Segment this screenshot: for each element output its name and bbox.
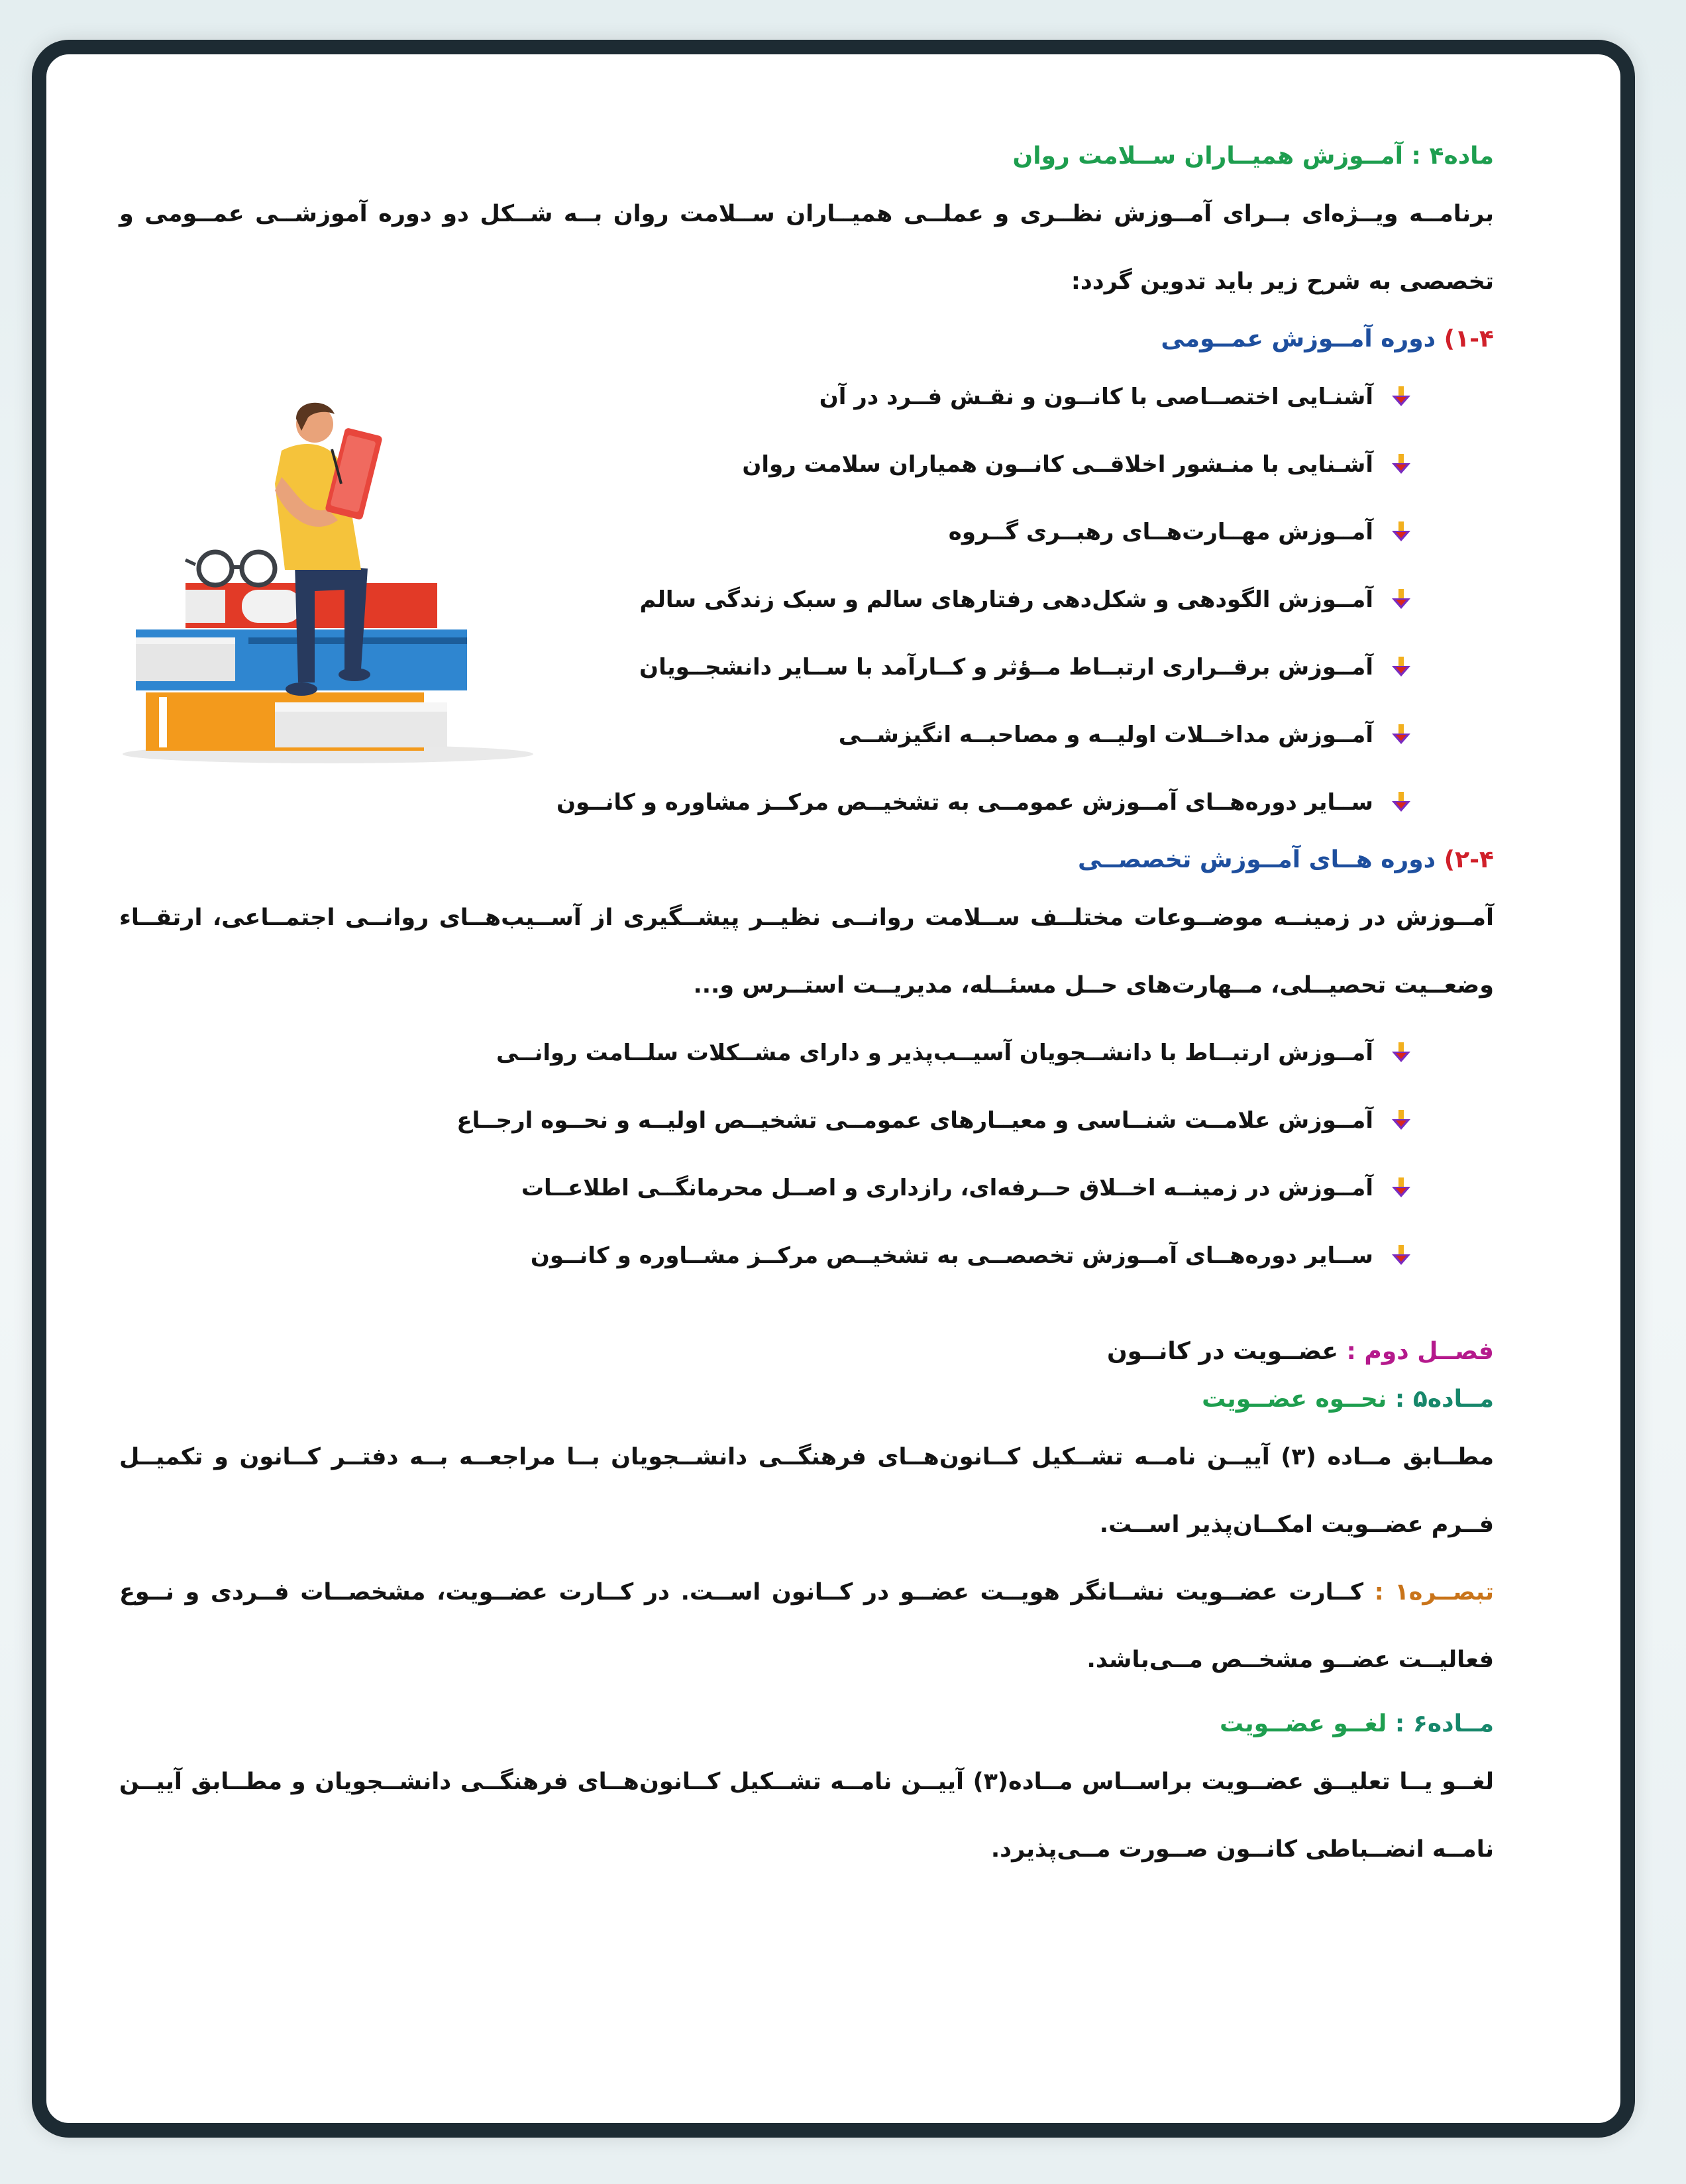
arrow-down-bullet-icon (1388, 789, 1414, 816)
article-5-body: مطــابق مــاده (۳) آییــن نامــه تشــکیل کــانون‌هــای فرهنگــی دانشــجویان بــا مراجعــه بــه دفتــر کــانون و تکمیــل فــرم عضــویت امکــان‌پذیر اســت. (119, 1444, 1494, 1538)
arrow-down-bullet-icon (1388, 1175, 1414, 1201)
article-4-intro: برنامــه ویــژه‌ای بــرای آمــوزش نظــری و عملــی همیــاران ســلامت روان بــه شــکل دو دوره آموزشــی عمــومی و تخصصی به شرح زیر باید تدوین گردد: (119, 201, 1494, 295)
general-training-list (119, 363, 1494, 836)
section-4-2-title: دوره هــای آمــوزش تخصصــی (1077, 846, 1436, 873)
chapter-2-heading (119, 1328, 1494, 1376)
arrow-down-bullet-icon (1388, 1040, 1414, 1066)
note-1-label: تبصــره۱ : (1374, 1579, 1495, 1606)
arrow-down-bullet-icon (1388, 722, 1414, 748)
article-4-number: ماده۴ : (1411, 142, 1494, 170)
list-item: آمــوزش برقــراری ارتبــاط مــؤثر و کــارآمد با ســایر دانشجــویان (119, 633, 1494, 701)
document-body (119, 133, 1494, 1883)
article-4-title: آمــوزش همیــاران ســلامت روان (1012, 142, 1403, 170)
article-5-title: نحــوه عضــویت (1202, 1386, 1387, 1413)
list-item: آمــوزش ارتبــاط با دانشــجویان آسیــب‌پذیر و دارای مشــکلات سلــامت روانــی (119, 1019, 1494, 1087)
list-item: آشـنایی با منـشور اخلاقــی کانــون همیاران سلامت روان (119, 431, 1494, 498)
section-4-2-heading (119, 836, 1494, 884)
article-5-number: مــاده۵ : (1395, 1386, 1494, 1413)
section-4-2-number: ۲-۴) (1444, 846, 1494, 873)
chapter-2-title: عضــویت در کانــون (1106, 1338, 1338, 1365)
article-6-heading (119, 1700, 1494, 1748)
section-4-1-heading (119, 315, 1494, 363)
list-item: آمــوزش علامــت شنــاسی و معیــارهای عمومــی تشخیــص اولیــه و نحــوه ارجــاع (119, 1087, 1494, 1154)
arrow-down-bullet-icon (1388, 654, 1414, 681)
list-item: آشنـایی اختصــاصی با کانــون و نقـش فــرد در آن (119, 363, 1494, 431)
specialized-training-list (119, 1019, 1494, 1289)
article-5-note (119, 1558, 1494, 1694)
list-item: آمــوزش الگودهی و شکل‌دهی رفتارهای سالم و سبک زندگی سالم (119, 566, 1494, 633)
chapter-2-label: فصــل دوم : (1346, 1338, 1494, 1365)
article-6-title: لغــو عضــویت (1219, 1710, 1387, 1737)
article-6-number: مــاده۶ : (1395, 1710, 1494, 1737)
section-4-1-title: دوره آمــوزش عمــومی (1161, 325, 1436, 353)
article-6-body: لغــو یــا تعلیــق عضــویت براســاس مــاده(۳) آییــن نامــه تشــکیل کــانون‌هــای فرهنگــی دانشــجویان و مطــابق آییــن نامــه انضــباطی کانــون صــورت مــی‌پذیرد. (119, 1769, 1494, 1863)
arrow-down-bullet-icon (1388, 519, 1414, 545)
list-item: آمــوزش مداخــلات اولیــه و مصاحبــه انگیزشــی (119, 701, 1494, 769)
section-4-1-number: ۱-۴) (1444, 325, 1494, 353)
article-4-heading (119, 133, 1494, 180)
list-item: آمــوزش مهــارت‌هــای رهبــری گــروه (119, 498, 1494, 566)
arrow-down-bullet-icon (1388, 451, 1414, 478)
note-1-body: کــارت عضــویت نشــانگر هویــت عضــو در کــانون اســت. در کــارت عضــویت، مشخصــات فــردی و نــوع فعالیــت عضــو مشخــص مــی‌باشد. (119, 1579, 1494, 1673)
arrow-down-bullet-icon (1388, 384, 1414, 410)
list-item: ســایر دوره‌هــای آمــوزش عمومــی به تشخیــص مرکــز مشاوره و کانــون (119, 769, 1494, 836)
arrow-down-bullet-icon (1388, 1242, 1414, 1269)
article-5-heading (119, 1376, 1494, 1423)
list-item: آمــوزش در زمینــه اخــلاق حــرفه‌ای، رازداری و اصــل محرمانگــی اطلاعــات (119, 1154, 1494, 1222)
arrow-down-bullet-icon (1388, 1107, 1414, 1134)
section-4-2-intro: آمــوزش در زمینــه موضــوعات مختلــف ســلامت روانــی نظیــر پیشــگیری از آســیب‌هــای روانــی اجتمــاعی، ارتقــاء وضعــیت تحصیــلی، مــهارت‌های حــل مسئــله، مدیریــت استــرس و... (119, 904, 1494, 999)
arrow-down-bullet-icon (1388, 586, 1414, 613)
list-item: ســایر دوره‌هــای آمــوزش تخصصــی به تشخیــص مرکــز مشــاوره و کانــون (119, 1222, 1494, 1289)
